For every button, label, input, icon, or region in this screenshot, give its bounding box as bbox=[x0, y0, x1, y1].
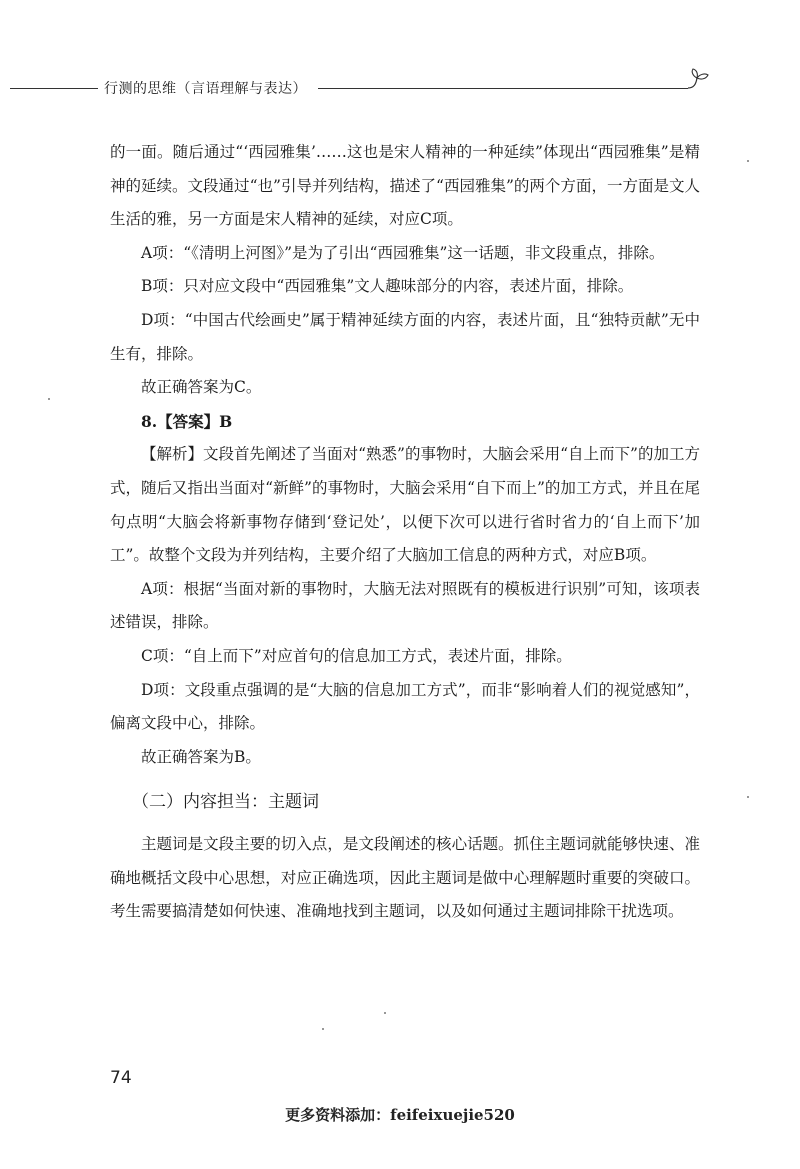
option-c-analysis-8: C项：“自上而下”对应首句的信息加工方式，表述片面，排除。 bbox=[141, 646, 572, 665]
scan-speck bbox=[747, 160, 749, 162]
header-title: 行测的思维（言语理解与表达） bbox=[104, 81, 307, 97]
answer-conclusion-7: 故正确答案为C。 bbox=[141, 378, 262, 397]
option-a-analysis-8: A项：根据“当面对新的事物时，大脑无法对照既有的模板进行识别”可知，该项表述错误，排除。 bbox=[110, 579, 700, 632]
page-number: 74 bbox=[110, 1068, 132, 1088]
option-d-analysis-7: D项：“中国古代绘画史”属于精神延续方面的内容，表述片面，且“独特贡献”无中生有，排除。 bbox=[110, 310, 700, 363]
answer-8-label: 8.【答案】B bbox=[141, 411, 233, 431]
sprout-icon bbox=[684, 66, 712, 94]
scan-speck bbox=[384, 1012, 386, 1014]
paragraph-continuation: 的一面。随后通过“‘西园雅集’……这也是宋人精神的一种延续”体现出“西园雅集”是精神的延续。文段通过“也”引导并列结构，描述了“西园雅集”的两个方面，一方面是文人生活的雅，另一方面是宋人精神的延续，对应C项。 bbox=[110, 143, 700, 229]
scan-speck bbox=[747, 796, 749, 798]
scan-speck bbox=[322, 1028, 324, 1030]
answer-conclusion-8: 故正确答案为B。 bbox=[141, 747, 261, 766]
header-rule-right bbox=[318, 88, 688, 89]
page-body bbox=[110, 136, 700, 929]
option-b-analysis-7: B项：只对应文段中“西园雅集”文人趣味部分的内容，表述片面，排除。 bbox=[141, 277, 634, 296]
footer-note: 更多资料添加：feifeixuejie520 bbox=[285, 1106, 515, 1124]
section-paragraph: 主题词是文段主要的切入点，是文段阐述的核心话题。抓住主题词就能够快速、准确地概括文段中心思想，对应正确选项，因此主题词是做中心理解题时重要的突破口。考生需要搞清楚如何快速、准确地找到主题词，以及如何通过主题词排除干扰选项。 bbox=[110, 835, 700, 921]
section-heading: （二）内容担当：主题词 bbox=[132, 792, 319, 813]
analysis-8: 【解析】文段首先阐述了当面对“熟悉”的事物时，大脑会采用“自上而下”的加工方式，随后又指出当面对“新鲜”的事物时，大脑会采用“自下而上”的加工方式，并且在尾句点明“大脑会将新事物存储到‘登记处’，以便下次可以进行省时省力的‘自上而下’加工”。故整个文段为并列结构，主要介绍了大脑加工信息的两种方式，对应B项。 bbox=[110, 445, 700, 565]
option-d-analysis-8: D项：文段重点强调的是“大脑的信息加工方式”，而非“影响着人们的视觉感知”，偏离文段中心，排除。 bbox=[110, 680, 700, 733]
scan-speck bbox=[48, 398, 50, 400]
header-rule-left bbox=[10, 88, 98, 89]
option-a-analysis-7: A项：“《清明上河图》”是为了引出“西园雅集”这一话题，非文段重点，排除。 bbox=[141, 243, 665, 262]
running-header bbox=[0, 76, 800, 100]
